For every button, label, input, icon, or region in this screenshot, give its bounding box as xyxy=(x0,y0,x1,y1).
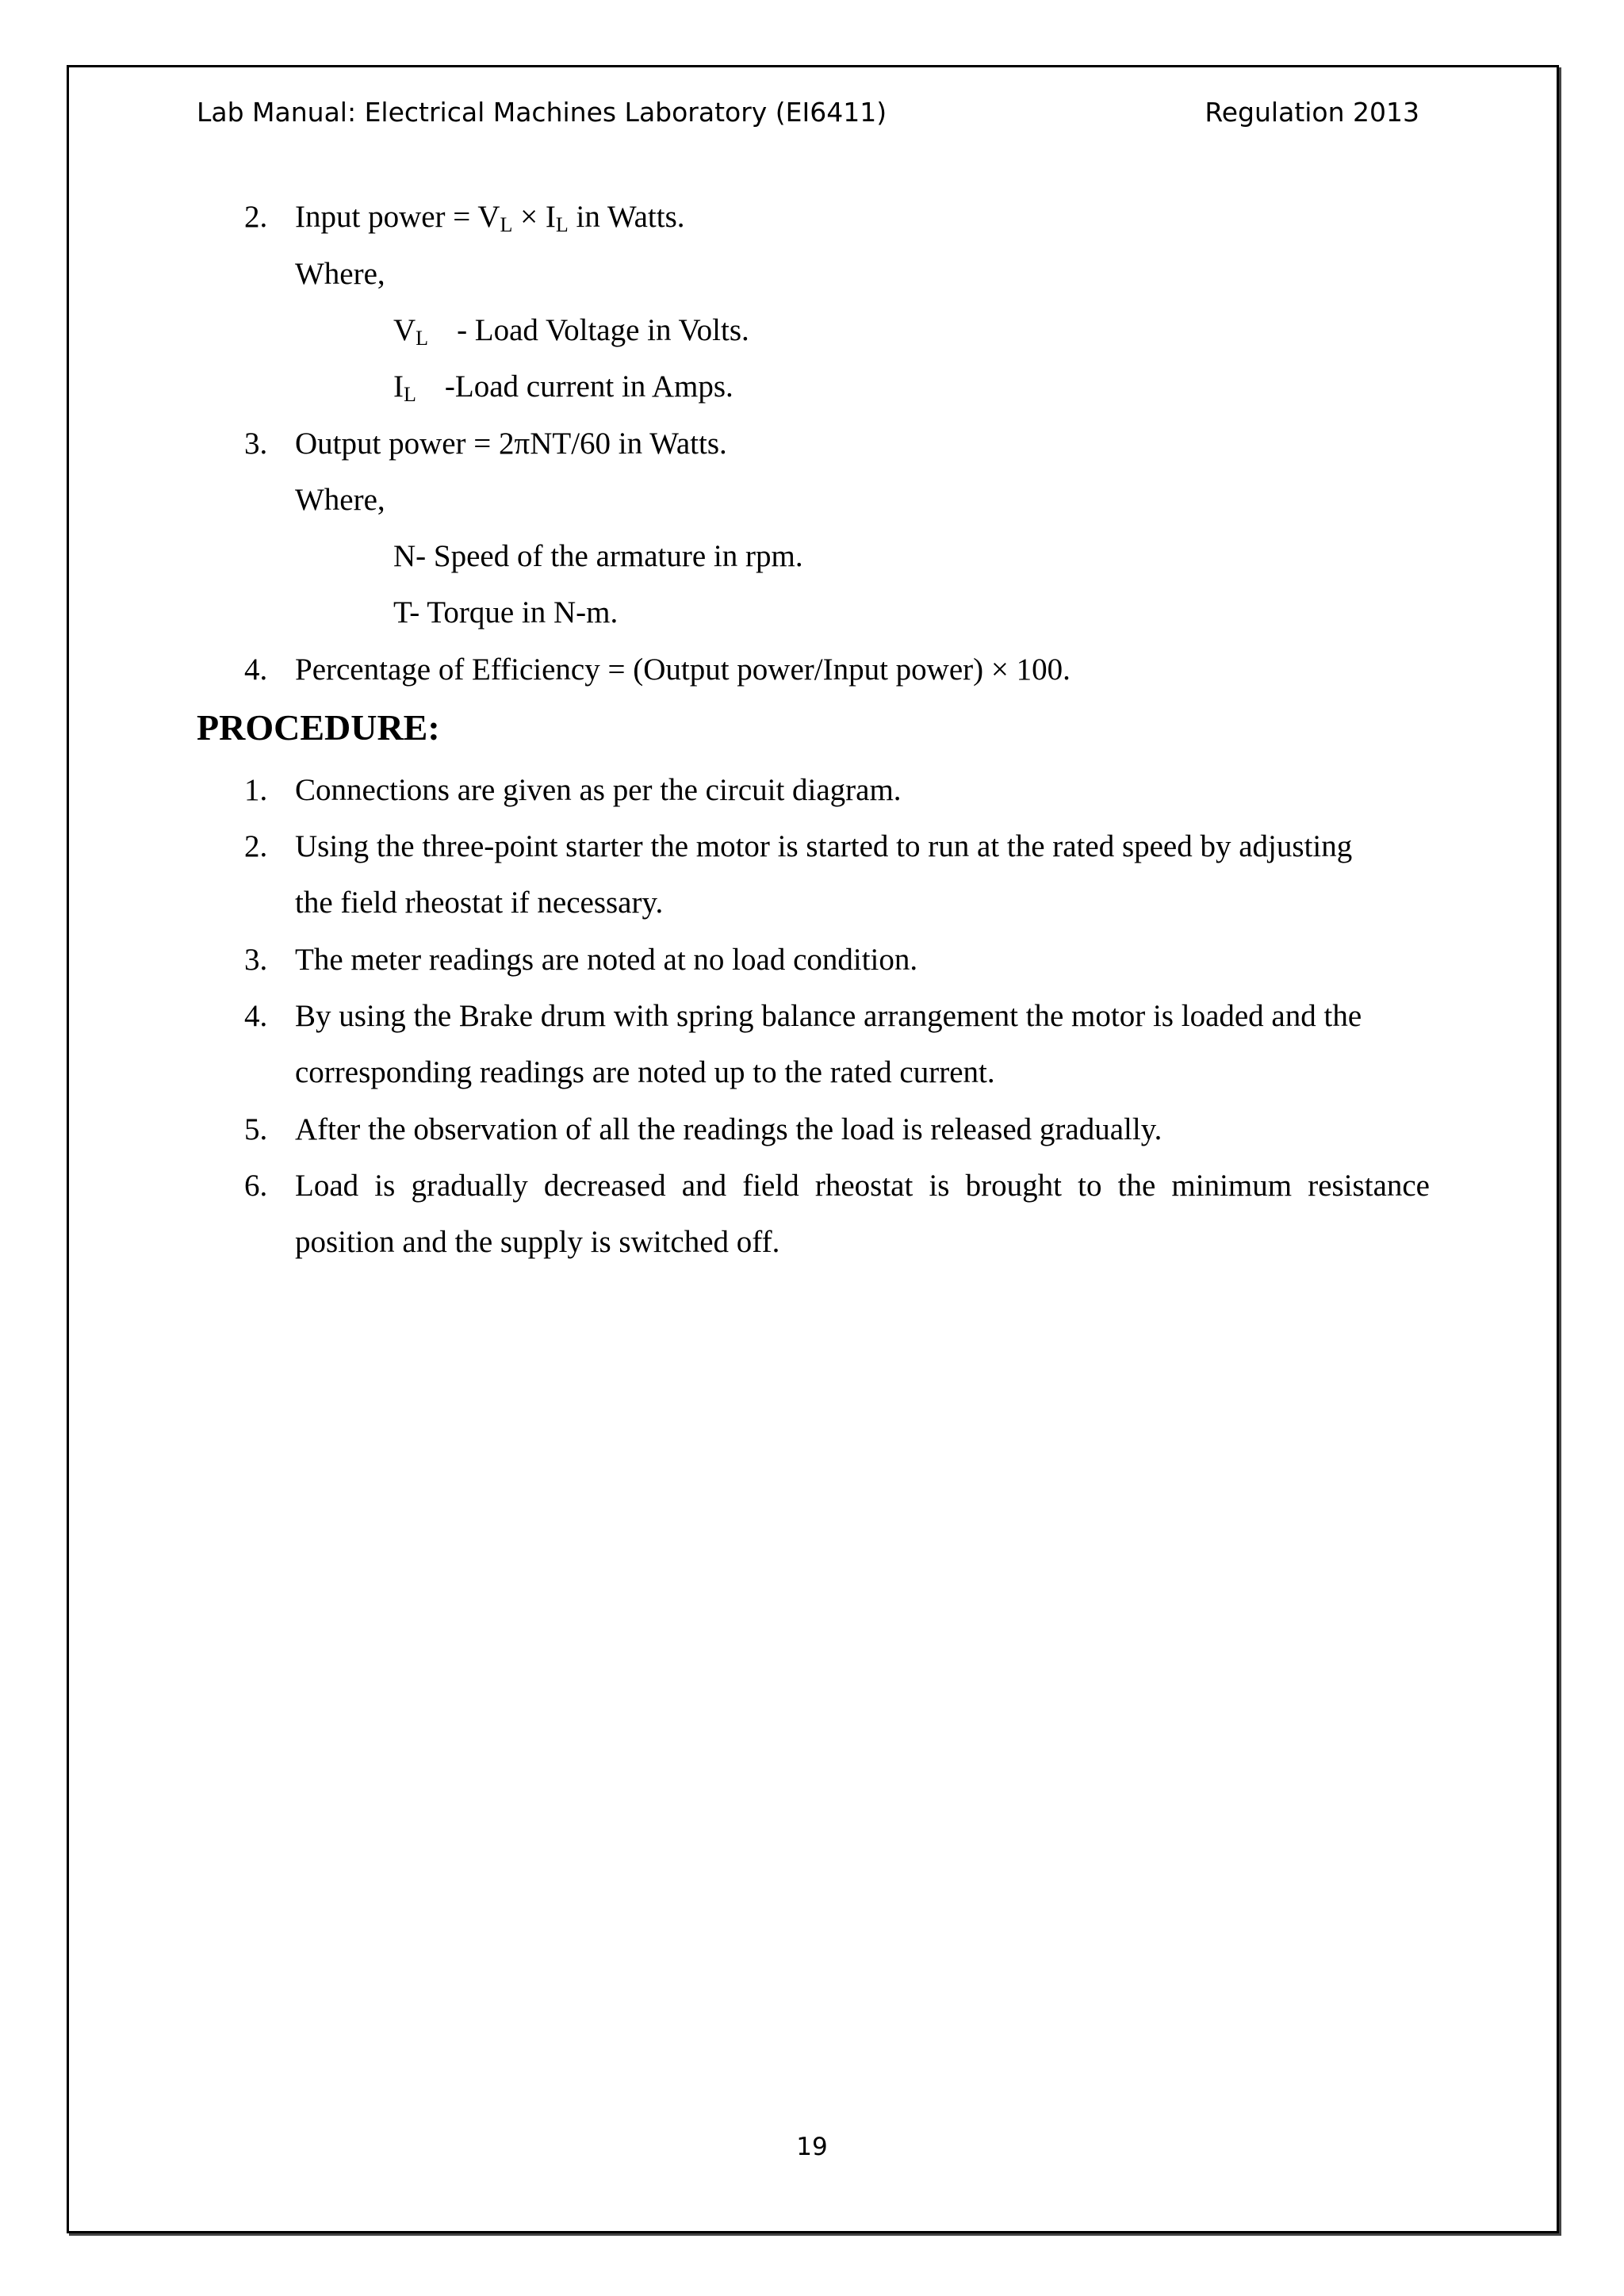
procedure-step-4-text: By using the Brake drum with spring balance arrangement the motor is loaded and the xyxy=(295,999,1362,1033)
formula-2-where: Where, xyxy=(295,257,385,291)
procedure-step-3-text: The meter readings are noted at no load condition. xyxy=(295,943,918,977)
formula-2-input-power: Input power = $V_L \times I_L$ in Watts. xyxy=(295,200,685,236)
procedure-step-5-text: After the observation of all the readings the load is released gradually. xyxy=(295,1112,1162,1146)
procedure-step-1-number: 1. xyxy=(244,773,268,807)
procedure-step-6-number: 6. xyxy=(244,1169,268,1203)
formula-3-n-definition: N- Speed of the armature in rpm. xyxy=(393,539,803,573)
formula-2-vl-definition: $V_L$ - Load Voltage in Volts. xyxy=(393,313,749,350)
procedure-step-2-number: 2. xyxy=(244,829,268,863)
formula-4-efficiency: Percentage of Efficiency = (Output power/Input power) × 100. xyxy=(295,652,1071,687)
formula-3-where: Where, xyxy=(295,483,385,517)
procedure-step-4-number: 4. xyxy=(244,999,268,1033)
formula-3-number: 3. xyxy=(244,427,268,461)
procedure-step-4-text-cont: corresponding readings are noted up to the rated current. xyxy=(295,1055,995,1089)
procedure-step-2-text: Using the three-point starter the motor is started to run at the rated speed by adjusting xyxy=(295,829,1353,863)
procedure-step-6-text: Load is gradually decreased and field rheostat is brought to the minimum resistance xyxy=(295,1169,1430,1203)
header-title: Lab Manual: Electrical Machines Laboratory (EI6411) xyxy=(197,97,887,128)
formula-3-t-definition: T- Torque in N-m. xyxy=(393,595,619,629)
formula-2-number: 2. xyxy=(244,200,268,234)
formula-2-il-definition: $I_L$ -Load current in Amps. xyxy=(393,369,733,406)
page-number: 19 xyxy=(796,2133,828,2161)
procedure-step-2-text-cont: the field rheostat if necessary. xyxy=(295,886,664,920)
procedure-step-6-text-cont: position and the supply is switched off. xyxy=(295,1225,780,1259)
formula-3-output-power: Output power = 2πNT/60 in Watts. xyxy=(295,427,727,461)
procedure-step-3-number: 3. xyxy=(244,943,268,977)
header-regulation: Regulation 2013 xyxy=(1205,97,1419,128)
procedure-step-1-text: Connections are given as per the circuit diagram. xyxy=(295,773,902,807)
procedure-step-5-number: 5. xyxy=(244,1112,268,1146)
page-border xyxy=(67,65,1559,2233)
procedure-heading: PROCEDURE: xyxy=(197,707,440,748)
formula-4-number: 4. xyxy=(244,652,268,687)
